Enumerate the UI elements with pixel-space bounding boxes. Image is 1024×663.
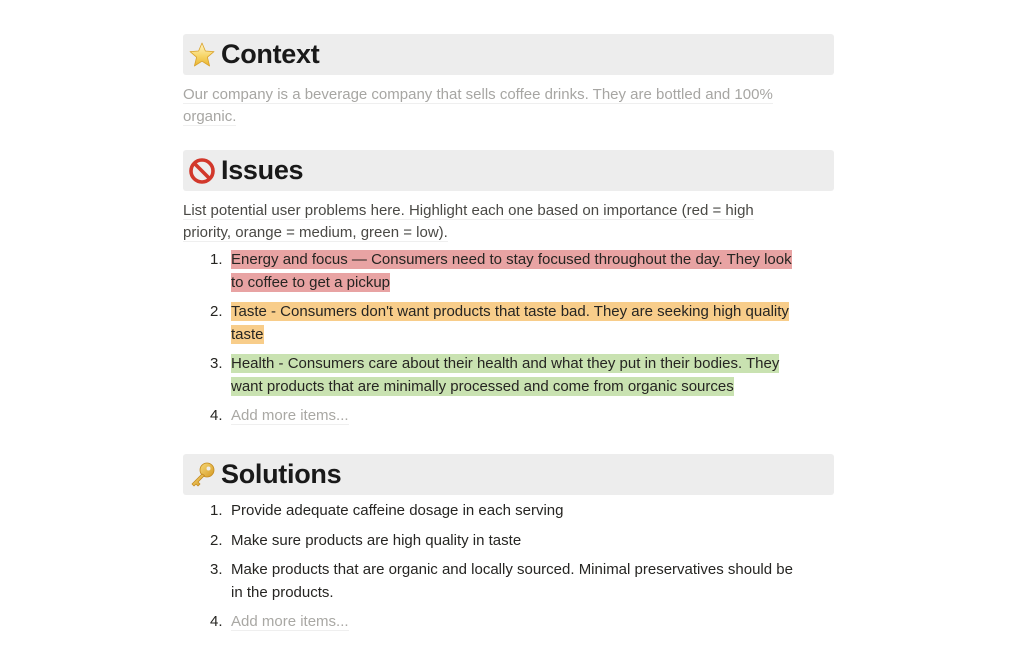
issues-description[interactable] — [183, 200, 823, 244]
list-number: 3. — [210, 561, 223, 578]
solutions-list — [207, 500, 817, 634]
solution-text: Provide adequate caffeine dosage in each serving — [231, 502, 564, 519]
issue-text-line-1: Energy and focus — Consumers need to stay focused throughout the day. They look — [231, 251, 792, 268]
solution-item-2[interactable] — [207, 530, 817, 553]
list-number: 3. — [210, 355, 223, 372]
context-heading[interactable] — [183, 34, 834, 75]
issues-title: Issues — [221, 155, 304, 185]
solution-item-add[interactable] — [207, 611, 817, 634]
solutions-heading[interactable] — [183, 454, 834, 495]
issues-list — [207, 249, 817, 428]
solution-text-line-1: Make products that are organic and locally sourced. Minimal preservatives should be — [231, 561, 793, 578]
context-title: Context — [221, 39, 320, 69]
issue-text-line-2: taste — [231, 325, 264, 343]
list-number: 4. — [210, 407, 223, 424]
issues-heading[interactable] — [183, 150, 834, 191]
add-more-items-placeholder[interactable]: Add more items... — [231, 613, 349, 630]
context-text-line-1: Our company is a beverage company that sells coffee drinks. They are bottled and 100% — [183, 86, 773, 103]
solution-item-1[interactable] — [207, 500, 817, 523]
solution-item-3[interactable] — [207, 559, 817, 604]
list-number: 2. — [210, 531, 223, 549]
issue-text-line-1: Health - Consumers care about their health and what they put in their bodies. They — [231, 355, 780, 372]
issue-text-line-2: want products that are minimally processed and come from organic sources — [231, 377, 734, 395]
context-text[interactable] — [183, 84, 823, 128]
issue-item-3[interactable] — [207, 353, 817, 398]
list-number: 2. — [210, 303, 223, 320]
solution-text: Make sure products are high quality in taste — [231, 531, 522, 549]
add-more-items-placeholder[interactable]: Add more items... — [231, 407, 349, 424]
solutions-title: Solutions — [221, 459, 342, 489]
issue-text-line-2: to coffee to get a pickup — [231, 273, 391, 291]
list-number: 4. — [210, 613, 223, 630]
prohibited-icon — [187, 156, 217, 186]
issues-description-line-1: List potential user problems here. Highlight each one based on importance (red = high — [183, 202, 754, 219]
key-icon — [187, 460, 217, 490]
star-icon — [187, 40, 217, 70]
issues-description-line-2: priority, orange = medium, green = low). — [183, 224, 448, 241]
issue-item-2[interactable] — [207, 301, 817, 346]
context-text-line-2: organic. — [183, 108, 237, 125]
issue-item-add[interactable] — [207, 405, 817, 428]
issue-text-line-1: Taste - Consumers don't want products that taste bad. They are seeking high quality — [231, 303, 789, 320]
list-number: 1. — [210, 251, 223, 268]
issue-item-1[interactable] — [207, 249, 817, 294]
solution-text-line-2: in the products. — [231, 583, 334, 601]
list-number: 1. — [210, 502, 223, 519]
